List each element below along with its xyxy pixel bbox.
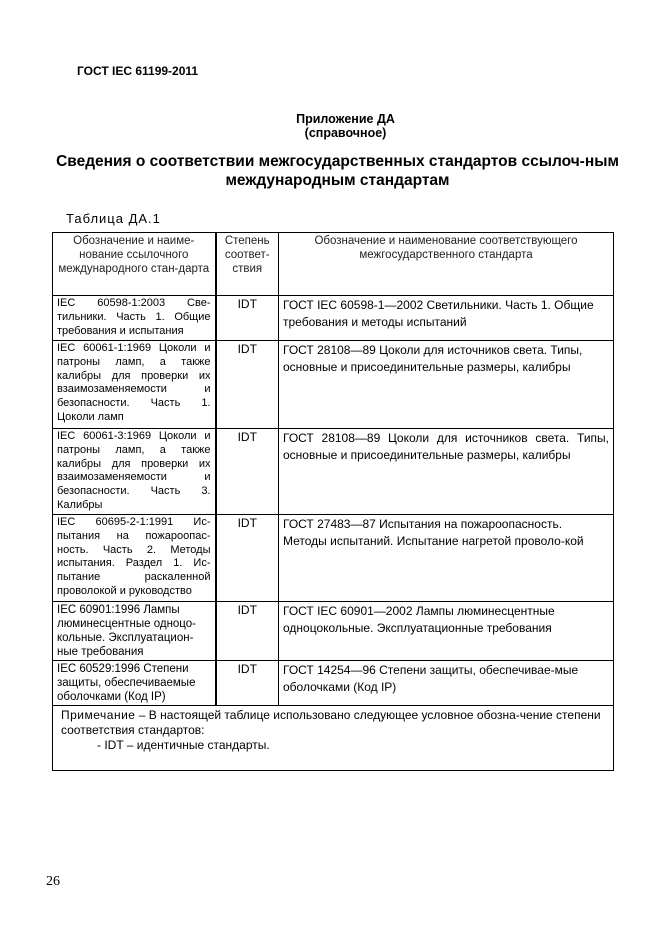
degree-cell: IDT (216, 429, 279, 515)
degree-cell: IDT (216, 341, 279, 429)
international-standard-cell: IEC 60529:1996 Степени защиты, обеспечиваемые оболочками (Код IP) (53, 661, 216, 706)
table-note (53, 706, 614, 771)
international-standard-cell: IEC 60695-2-1:1991 Ис-пытания на пожароопас-ность. Часть 2. Методы испытания. Раздел 1. Ис-пытание раскаленной проволокой и руководство (53, 515, 216, 602)
section-title: Сведения о соответствии межгосударственных стандартов ссылоч-ным международным стандартам (56, 153, 619, 189)
table-row (53, 602, 614, 661)
degree-cell: IDT (216, 661, 279, 706)
table-header-row (53, 233, 614, 296)
appendix-subtitle: (справочное) (304, 126, 387, 140)
correspondence-table (52, 232, 614, 771)
international-standard-cell: IEC 60061-3:1969 Цоколи и патроны ламп, а также калибры для проверки их взаимозаменяемости и безопасности. Часть 3. Калибры (53, 429, 216, 515)
header-international-standard: Обозначение и наиме-нование ссылочного международного стан-дарта (53, 233, 216, 296)
header-degree: Степень соответ-ствия (216, 233, 279, 296)
degree-cell: IDT (216, 515, 279, 602)
international-standard-cell: IEC 60901:1996 Лампы люминесцентные одноцо-кольные. Эксплуатацион-ные требования (53, 602, 216, 661)
interstate-standard-cell: ГОСТ 28108—89 Цоколи для источников света. Типы, основные и присоединительные размеры, калибры (279, 341, 614, 429)
table-row (53, 661, 614, 706)
table-row (53, 515, 614, 602)
note-lead: Примечание (61, 708, 136, 722)
international-standard-cell: IEC 60598-1:2003 Све-тильники. Часть 1. Общие требования и испытания (53, 296, 216, 341)
table-row (53, 296, 614, 341)
table-note-row (53, 706, 614, 771)
degree-cell: IDT (216, 602, 279, 661)
interstate-standard-cell: ГОСТ IEC 60598-1—2002 Светильники. Часть 1. Общие требования и методы испытаний (279, 296, 614, 341)
interstate-standard-cell: ГОСТ 27483—87 Испытания на пожароопасность. Методы испытаний. Испытание нагретой проволо-кой (279, 515, 614, 602)
table-row (53, 341, 614, 429)
header-interstate-standard: Обозначение и наименование соответствующего межгосударственного стандарта (279, 233, 614, 296)
page-number: 26 (46, 874, 60, 889)
degree-cell: IDT (216, 296, 279, 341)
document-code: ГОСТ IEC 61199-2011 (77, 64, 199, 78)
appendix-heading (0, 112, 661, 140)
interstate-standard-cell: ГОСТ IEC 60901—2002 Лампы люминесцентные одноцокольные. Эксплуатационные требования (279, 602, 614, 661)
interstate-standard-cell: ГОСТ 14254—96 Степени защиты, обеспечивае-мые оболочками (Код IP) (279, 661, 614, 706)
appendix-title: Приложение ДА (296, 112, 395, 126)
note-text (61, 708, 605, 738)
interstate-standard-cell: ГОСТ 28108—89 Цоколи для источников света. Типы, основные и присоединительные размеры, калибры (279, 429, 614, 515)
table-row (53, 429, 614, 515)
note-body: – В настоящей таблице использовано следующее условное обозна-чение степени соответствия стандартов: (61, 708, 601, 737)
note-item: - IDT – идентичные стандарты. (97, 738, 270, 752)
table-label: Таблица ДА.1 (66, 211, 161, 226)
international-standard-cell: IEC 60061-1:1969 Цоколи и патроны ламп, а также калибры для проверки их взаимозаменяемости и безопасности. Часть 1. Цоколи ламп (53, 341, 216, 429)
